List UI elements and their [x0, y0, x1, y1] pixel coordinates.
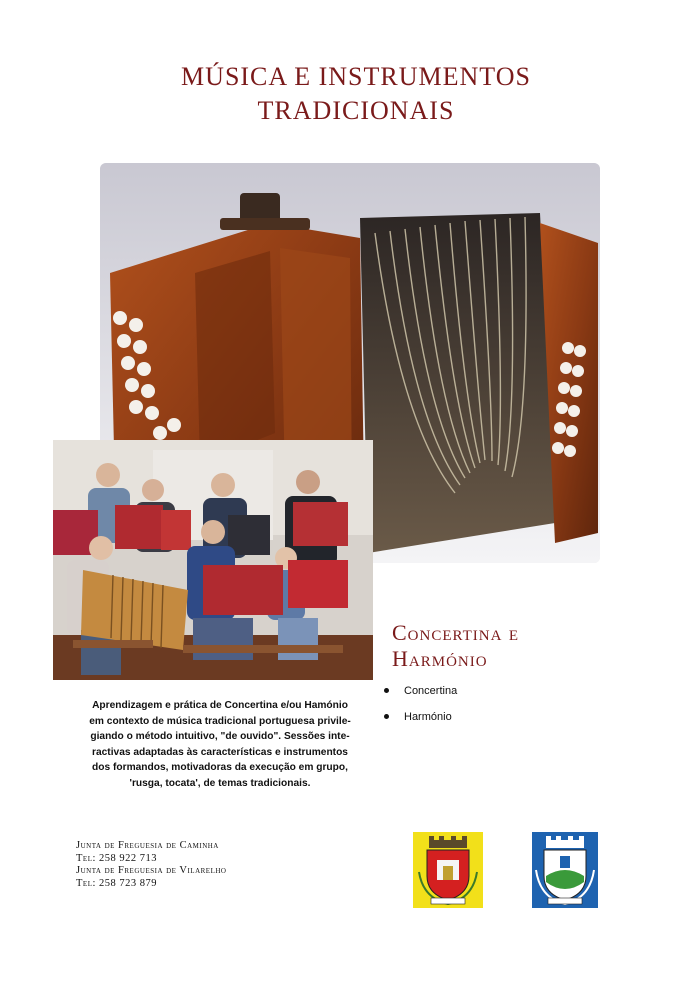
contact-phone: Tel: 258 922 713 [76, 852, 158, 864]
list-item [382, 708, 662, 734]
contact-name: Junta de Freguesia de Vilarelho [76, 865, 227, 876]
bullet-icon [384, 688, 389, 693]
group-photo [53, 440, 373, 680]
section-title-line-2: Harmónio [392, 646, 488, 671]
contacts-block [76, 840, 336, 890]
description-line: 'rusga, tocata', de temas tradicionais. [129, 777, 311, 789]
list-item [382, 682, 662, 708]
instrument-list [382, 682, 662, 734]
list-item-label: Harmónio [404, 711, 452, 723]
description-line: Aprendizagem e prática de Concertina e/ou Hamónio [92, 700, 348, 711]
description-line: ractivas adaptadas às características e instrumentos [92, 746, 348, 758]
section-title [392, 620, 682, 672]
contact-name: Junta de Freguesia de Caminha [76, 840, 219, 851]
description-paragraph [70, 698, 370, 791]
section-title-line-1: Concertina e [392, 620, 520, 645]
list-item-label: Concertina [404, 685, 458, 697]
bullet-icon [384, 714, 389, 719]
page-title [0, 60, 700, 128]
crest-vilarelho-logo [532, 832, 598, 908]
crest-caminha-logo [413, 832, 483, 908]
description-line: dos formandos, motivadoras da execução em grupo, [92, 762, 348, 773]
title-line-1: MÚSICA E INSTRUMENTOS [181, 62, 531, 91]
title-line-2: TRADICIONAIS [257, 96, 455, 125]
description-line: em contexto de música tradicional portuguesa privile- [89, 715, 351, 727]
contact-phone: Tel: 258 723 879 [76, 877, 158, 889]
description-line: giando o método intuitivo, "de ouvido". Sessões inte- [90, 731, 350, 742]
